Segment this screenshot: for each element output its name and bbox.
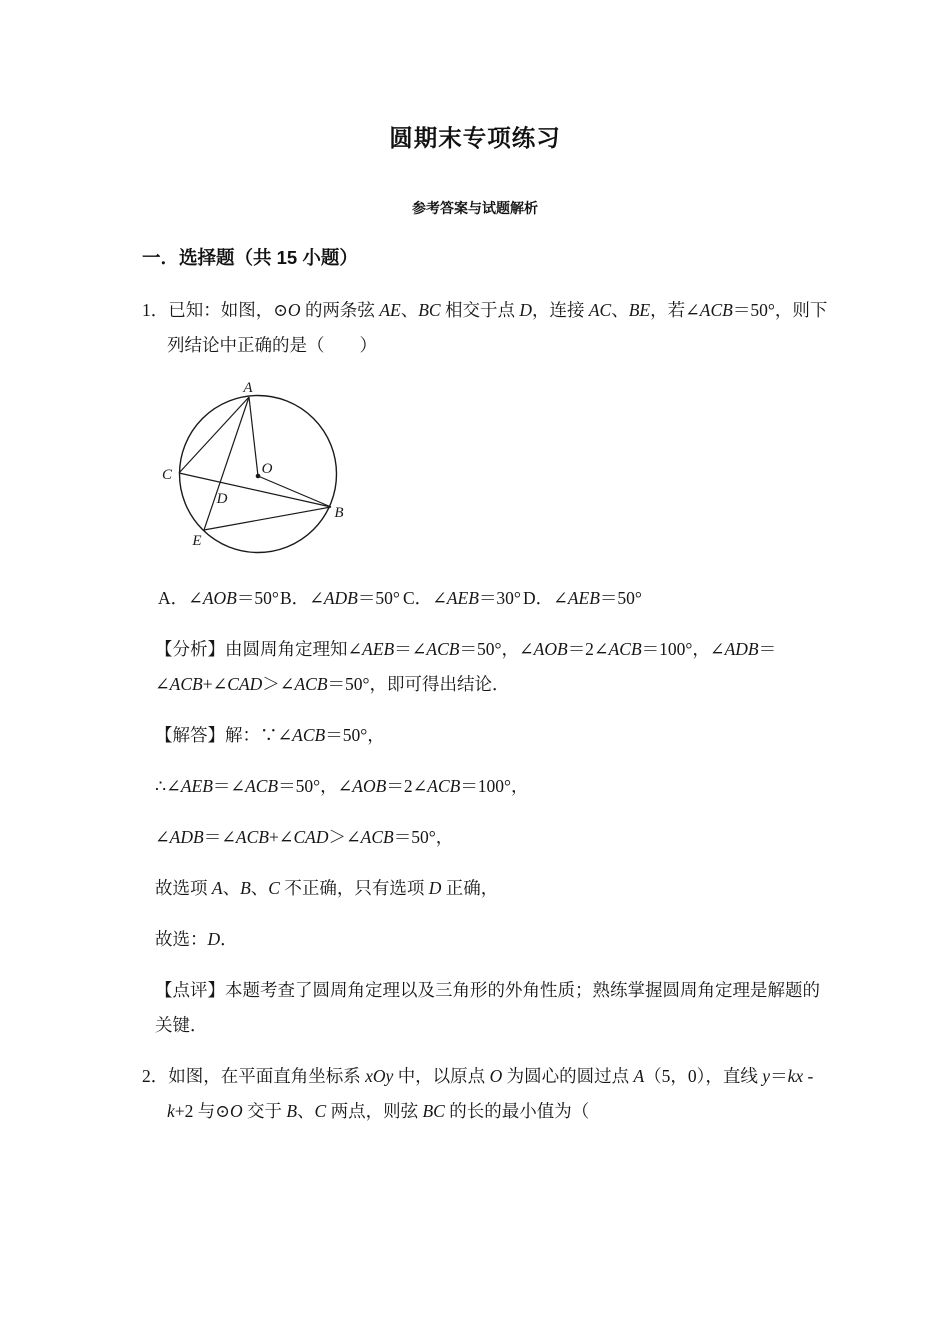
- option-b: [280, 581, 403, 616]
- question-2-stem-line2: k+2 与⊙O 交于 B、C 两点，则弦 BC 的长的最小值为（: [167, 1101, 590, 1121]
- q1-solution-answer: [155, 922, 950, 957]
- option-a-label: A．: [158, 588, 189, 608]
- option-d: [523, 581, 642, 616]
- q1-solution-step-1: [155, 718, 950, 753]
- question-1-stem-text: 已知：如图，⊙O 的两条弦 AE、BC 相交于点 D，连接 AC、BE，若∠ACB＝50°，则下: [168, 300, 828, 320]
- q1-analysis-line2: ∠ACB+∠CAD＞∠ACB＝50°，即可得出结论．: [155, 674, 510, 694]
- q1-figure-svg: [150, 375, 360, 560]
- option-d-text: ∠AEB＝50°: [553, 588, 642, 608]
- figure-label-c: C: [161, 467, 173, 483]
- option-c-text: ∠AEB＝30°: [432, 588, 521, 608]
- question-1-stem-line2: 列结论中正确的是（ ）: [167, 335, 377, 355]
- option-d-label: D．: [523, 588, 554, 608]
- option-c-label: C．: [403, 588, 433, 608]
- q1-solution-line3: ∠ADB＝∠ACB+∠CAD＞∠ACB＝50°，: [155, 827, 454, 847]
- figure-label-a: A: [243, 380, 253, 396]
- section-heading: 一．选择题（共 15 小题）: [142, 247, 358, 268]
- page-title: 圆期末专项练习: [389, 125, 561, 151]
- figure-label-e: E: [192, 533, 202, 549]
- radius-ob: [258, 476, 331, 507]
- q1-comment-line2: 关键．: [155, 1015, 208, 1035]
- q1-solution-step-4: [155, 871, 950, 906]
- q1-solution-step-2: [155, 769, 950, 804]
- figure-label-d: D: [216, 491, 228, 507]
- option-c: [403, 581, 523, 616]
- q1-comment: [155, 973, 950, 1043]
- q1-analysis: [155, 632, 950, 702]
- option-a-text: ∠AOB＝50°: [188, 588, 279, 608]
- option-b-label: B．: [280, 588, 310, 608]
- q1-circle-figure: [150, 375, 950, 560]
- question-1-stem-line1: [142, 293, 950, 328]
- question-1-number: 1．: [142, 300, 169, 320]
- center-point-o: [256, 474, 261, 479]
- segment-eb: [204, 507, 331, 530]
- page-subtitle: 参考答案与试题解析: [412, 200, 538, 216]
- radius-ao: [249, 397, 258, 476]
- q1-solution-line5: 故选：D．: [155, 929, 238, 949]
- q1-solution-step-3: [155, 820, 950, 855]
- figure-label-b: B: [334, 505, 344, 521]
- option-a: [158, 581, 280, 616]
- q1-solution-line1: 【解答】解：∵∠ACB＝50°，: [155, 725, 385, 745]
- q1-solution-line2: ∴∠AEB＝∠ACB＝50°，∠AOB＝2∠ACB＝100°，: [155, 776, 529, 796]
- q1-options-row: [158, 581, 950, 616]
- chord-ae: [204, 397, 249, 530]
- option-b-text: ∠ADB＝50°: [309, 588, 400, 608]
- figure-label-o: O: [261, 461, 273, 477]
- question-2-number: 2．: [142, 1066, 169, 1086]
- question-2-stem-line1: [142, 1059, 950, 1094]
- question-2-stem-text: 如图，在平面直角坐标系 xOy 中，以原点 O 为圆心的圆过点 A（5，0），直线 y＝kx -: [168, 1066, 814, 1086]
- q1-comment-line1: 【点评】本题考查了圆周角定理以及三角形的外角性质；熟练掌握圆周角定理是解题的: [155, 980, 820, 1000]
- q1-solution-line4: 故选项 A、B、C 不正确，只有选项 D 正确，: [155, 878, 499, 898]
- q1-analysis-line1: 【分析】由圆周角定理知∠AEB＝∠ACB＝50°，∠AOB＝2∠ACB＝100°，∠ADB＝: [155, 639, 777, 659]
- chord-cb: [179, 473, 331, 507]
- question-2: [142, 1059, 950, 1129]
- question-1: [142, 293, 950, 363]
